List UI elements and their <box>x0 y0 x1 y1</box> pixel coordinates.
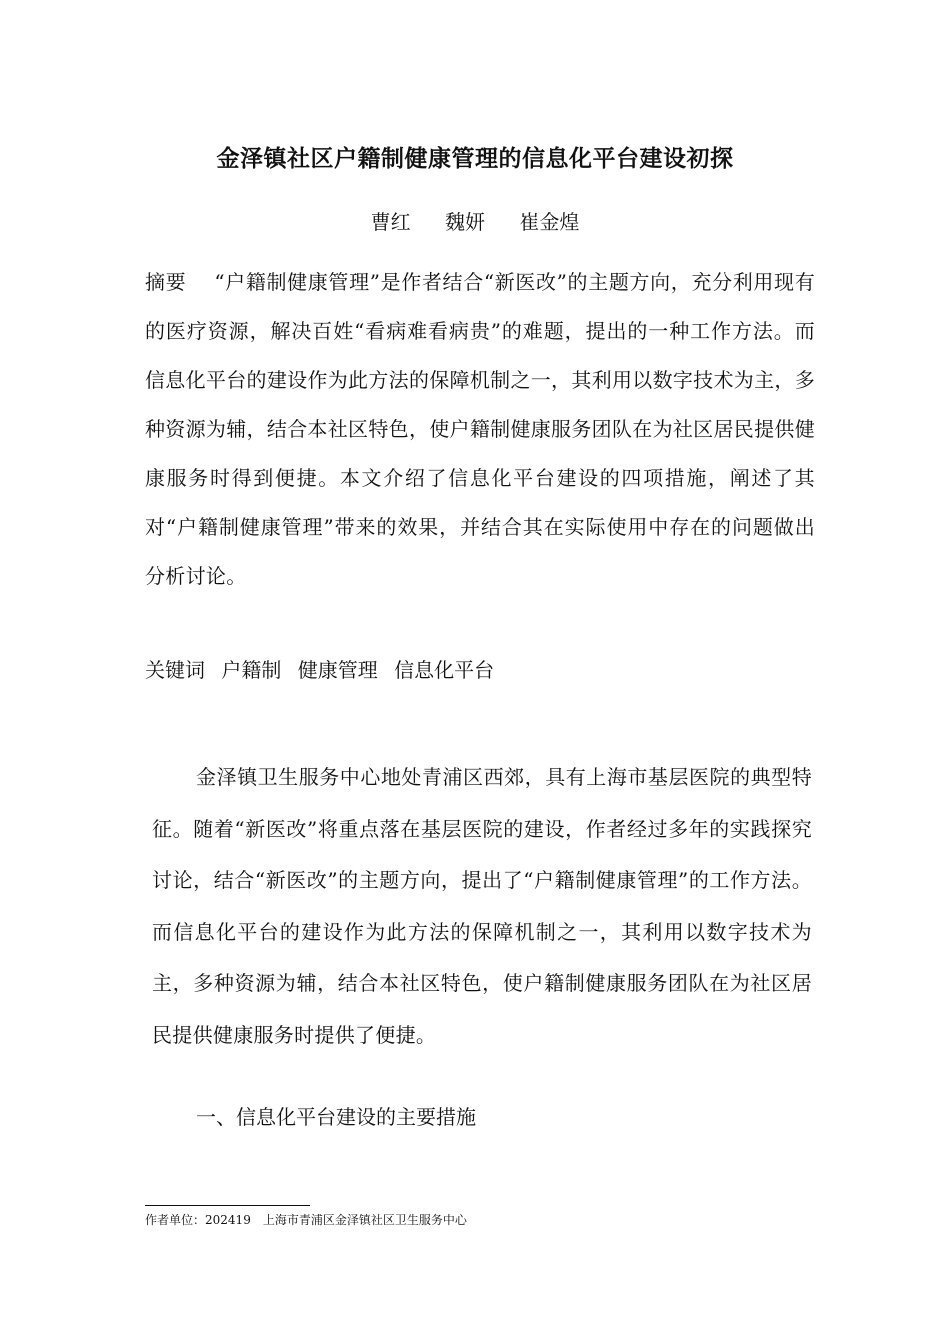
footnote <box>145 1211 467 1229</box>
abstract-label: 摘要 <box>145 270 187 294</box>
keywords-label: 关键词 <box>145 658 205 682</box>
author-name: 曹红 <box>370 210 411 234</box>
keyword: 户籍制 <box>221 658 282 682</box>
footnote-affiliation: 上海市青浦区金泽镇社区卫生服务中心 <box>262 1213 467 1227</box>
paper-title: 金泽镇社区户籍制健康管理的信息化平台建设初探 <box>216 145 734 172</box>
footnote-postcode: 202419 <box>205 1213 251 1227</box>
abstract-text: “户籍制健康管理”是作者结合“新医改”的主题方向，充分利用现有的医疗资源，解决百姓“看病难看病贵”的难题，提出的一种工作方法。而信息化平台的建设作为此方法的保障机制之一，其利用以数字技术为主，多种资源为辅，结合本社区特色，使户籍制健康服务团队在为社区居民提供健康服务时得到便捷。本文介绍了信息化平台建设的四项措施，阐述了其对“户籍制健康管理”带来的效果，并结合其在实际使用中存在的问题做出分析讨论。 <box>145 270 815 588</box>
keywords <box>145 655 815 685</box>
keyword: 信息化平台 <box>394 658 495 682</box>
section-heading: 一、信息化平台建设的主要措施 <box>196 1105 476 1129</box>
author-list <box>0 207 950 237</box>
body-paragraph: 金泽镇卫生服务中心地处青浦区西郊，具有上海市基层医院的典型特征。随着“新医改”将重点落在基层医院的建设，作者经过多年的实践探究讨论，结合“新医改”的主题方向，提出了“户籍制健康管理”的工作方法。而信息化平台的建设作为此方法的保障机制之一，其利用以数字技术为主，多种资源为辅，结合本社区特色，使户籍制健康服务团队在为社区居民提供健康服务时提供了便捷。 <box>152 765 812 1047</box>
footnote-label: 作者单位： <box>145 1213 206 1227</box>
keyword: 健康管理 <box>297 658 378 682</box>
abstract <box>145 258 815 601</box>
footnote-divider <box>145 1205 310 1206</box>
author-name: 崔金煌 <box>519 210 580 234</box>
author-name: 魏妍 <box>445 210 485 234</box>
